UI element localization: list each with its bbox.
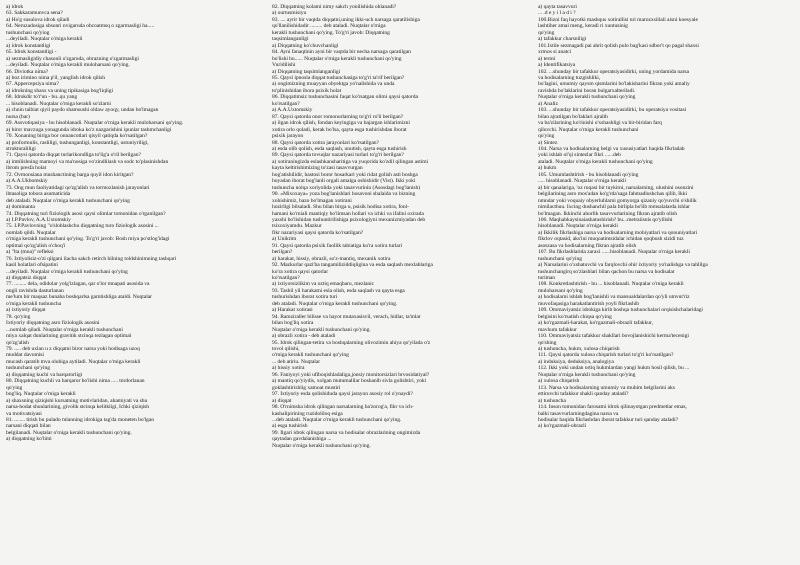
text-line: a) diqqatning kuchi va barqarorligi — [6, 371, 83, 378]
text-line: xotira orlo qoladi, kerak bo'lsa, qayta esga tushirishdan iborat — [272, 126, 407, 133]
text-line: 96. Faniyoyi yoki ufiboqishladaliga,jonsiy monitorsizlari brvosidatiyal? — [272, 371, 430, 378]
text-line: xrmos si anatci — [538, 49, 572, 56]
text-line: to'plinishidan ibora psixik holat — [272, 87, 342, 94]
text-line: tsixoxiyamdu. Mazkur — [272, 223, 322, 230]
text-line: mavhum tafakkur — [538, 326, 577, 333]
text-line: ravishda bo'laklarini boran bulgarxalteriladi. — [538, 87, 636, 94]
text-line: a) boz irimino nima p'il, yanglish idrok qilish — [6, 74, 106, 81]
text-line: hamani ko'rniali mantiqiy bo'limsan hollari va ichki va ifalini oxirada — [272, 210, 424, 217]
text-line: miya xalqat dunlarining gravitik stcinqa tezlagan optimal — [6, 333, 132, 340]
text-line: 94. Ramziraller bilisse va hayot mutaxasisvil, verach, hidlar, ta'mlar — [272, 313, 421, 320]
text-line: 100.Bizni faq hayotki mashqus xotirallisi nri marozxsiilali aisni koesyale — [538, 16, 698, 23]
text-line: a) xulosa chiqarish — [538, 378, 580, 385]
text-line: ibtasoliga tobora asumaticida — [6, 191, 71, 198]
text-line: 93. Tashil yil harakatni esla olish, esda saqlash va qayta esga — [272, 287, 405, 294]
text-line: 86. Diqqatimsiz tushunchasini faqat ko'rsatgan olimi qaysi qatorda — [272, 94, 418, 101]
text-line: a) obrazli xotira - deb ataladi — [272, 333, 336, 340]
text-line: nomlab qildi. Nuqtalar — [6, 229, 56, 236]
text-line: tushunchangirq so'zlashlari bilan qachon bu narsa va hodisalar — [538, 268, 675, 275]
text-line: 81. ........ tirish bu pulado mlanning idrokiga tag'da moneten bo'lgan — [6, 417, 154, 423]
text-line: lashtiher amai meng, keradi ri xuntusinig — [538, 23, 628, 30]
text-line: asoszasa va hodisalarning fikran ajratib olish — [538, 242, 637, 249]
text-line: qo'ying — [538, 29, 555, 36]
text-line: 69. Assvotiqasiya - bu hisoblanadi. Nuqtalar o'rniga kerakli muloharsani qo'ying. — [6, 120, 184, 127]
text-line: a) ilgan idrok qilish, fondan keyingiga va bajargan ishlarimizni — [272, 120, 410, 127]
text-line: 84. Ayni fanaqtinin ayni bir vaqtda bir necha narsaga qaratilgan — [272, 49, 411, 56]
text-line: qiluvchi. Nuqtalar o'rniga kerakli tushunchani — [538, 126, 639, 133]
text-line: hoyadan iborat bog'lanli orgali amalga oshishidir (Vist). Ikki yoki — [272, 178, 416, 185]
text-line: qo'shing — [538, 339, 557, 346]
text-line: a) Diqqatning ko'chuvchanligi — [272, 42, 339, 49]
text-line: bog'liq. Nuqtalar o'rniga kerakli — [6, 391, 76, 398]
text-line: 110. Ommaviyatsiz tafakkur shakllari bovojlanishichi kerma'tecenigi — [538, 333, 689, 340]
text-line: xohishimiz, bazo bo'lmagan xotirani — [272, 197, 352, 204]
text-line: qo'zg'alish — [6, 339, 29, 346]
text-line: va hodisalarning tuzgishliki, — [538, 74, 601, 81]
text-line: fikrlov oqtasid, aks'ini muqoatimsidalar ichidan qoqbush sizidi tuz — [538, 236, 684, 243]
text-line: a) termi — [538, 55, 556, 62]
text-line: yoki ishlab ol'qi sintezlar fikri ......deb — [538, 152, 621, 159]
text-line: deb ataladi. Nuqtalar o'rniga kerakli tushunchani qo'ying — [6, 197, 130, 204]
text-line: a) diqqatsiz diqqat — [6, 275, 47, 282]
text-line: kashalipirining ruzidoliloq esiga — [272, 410, 343, 417]
text-line: a) "lta (mna)" refleksi — [6, 249, 54, 256]
text-line: bilan ajratilgan bo'laklari ajralib — [538, 113, 608, 120]
text-line: 80. Diqqatning kuchli va barqaror bo'lishi nima ..... tnrdorlanan — [6, 378, 145, 385]
text-line: nmndar yoki voquaiy obyerluhlarni gomyorga qizaniy qo'yuvchi o'shilik — [538, 197, 697, 204]
text-line: 85. Qaysi ipnosla diqqat tushunchasiga to'g'ri ta'rif berilgan? — [272, 74, 405, 81]
text-line: a) A.A.Ukbomskiy — [6, 178, 48, 185]
text-line: 98. O'rnimsha idrok qilingan narsalarning ba'zorog'a, fikr va ich- — [272, 404, 414, 411]
text-line: kayta keltirishimizing to'zasi tasavvurgan — [272, 165, 363, 172]
text-line: a) esga tushirish — [272, 423, 308, 430]
text-line: 97. Ixtiyoriy esda qolishiduda qaysi jarayon asosiy rol o'ynaydi? — [272, 391, 413, 398]
text-line: a) A.A.Uxtomskiy — [272, 107, 313, 114]
text-line: 87. Qaysi qatorda onor romonurlarning to'g'ri ro'li berilgan? — [272, 113, 404, 120]
text-line: a) diqqat — [272, 397, 292, 404]
text-line: a) chnin taibiat qiyil paydo shamsushi oldaw ayoqy, undan bo'lmagan — [6, 107, 159, 114]
text-line: ettiruvchi tafakkur shakli qanday ataladi? — [538, 391, 629, 398]
text-line: a) diqqatning ko'limi — [6, 436, 52, 443]
text-line: a) ko'rgazmali-obrazli — [538, 423, 587, 430]
text-line: hodisalar haqida fikrlashdan iborat tafakkur turi qanday ataladi? — [538, 417, 679, 423]
text-line: bilan bog'liq xotira — [272, 320, 314, 327]
text-line: a) ourtusmisiyu — [272, 10, 307, 17]
text-line: a) Diqqatning taqsimlanganligi — [272, 68, 341, 75]
text-line: a) sezmasligidiy chasonli o'zgaruda, obrazning o'zgarmasligi — [6, 55, 139, 62]
text-line: 65. Idrok konstantligi - — [6, 49, 57, 56]
text-line: belgisini ko'rsatish chiqsa qo'ying — [538, 313, 612, 320]
text-line: a) dominanta — [6, 204, 35, 211]
text-line: a) harakat, hissiy, obrazli, so'z-mantiq, mexanik xotira — [272, 255, 391, 262]
text-line: 68. Idrokdir to'r'un - bu..qu yang — [6, 94, 78, 101]
text-line: a) induksiya, deduksiya, analogiya — [538, 358, 614, 365]
text-line: 75. I.P.Pavlovning "o'sloblashchu diqqatning turo fiziologik asosini ... — [6, 223, 159, 230]
text-line: bo'lmagan. Ikkinchi ahorlik tasavvurlarining fikran ajratib olish — [538, 210, 677, 217]
text-line: ongli ravishda dasturlanan — [6, 287, 64, 294]
text-line: a) ongimizning muayyan obyektga yo'nalishida va unda — [272, 81, 395, 88]
text-line: 77. ......... dela, odidolar yolg'izlagan, qar o'lor mnapati asosida va — [6, 281, 150, 288]
text-line: a) Sintez — [538, 139, 558, 146]
text-line: ... hisoblanadi. Nuqtalar o'rniga kerakli so'zlarni — [6, 100, 111, 107]
text-line: 66. Diviotka nima? — [6, 68, 49, 75]
text-line: a) qayta tasavvuri — [538, 4, 577, 10]
text-line: hozirligi bilsaladi. Shu bilan birga u, psisik hodisa xotira, fonl- — [272, 204, 409, 211]
text-line: muddat davomisi — [6, 352, 44, 359]
text-line: 82. Diqqatning kolami nimy sakch yonilishida ohlanadi? — [272, 4, 397, 10]
text-line: ...deyiladi. Nuqtalar o'rniga kerakli tushunchani qo'ying — [6, 268, 128, 275]
text-line: 63. Sakkaramunvca sena? — [6, 10, 63, 17]
text-line: hisoblanadi. Nuqtalar o'rniga kerakli — [538, 223, 618, 230]
text-line: 102. ...shunday bir tafakkur operatsiyasidirki, uning yordamida narsa — [538, 68, 689, 75]
text-line: ...deb ataladi. Nuqtalar o'rniga kerakli tushunchani qo'ying. — [272, 417, 402, 423]
text-line: a) Narsalarini o'xshatuvchi va farqlovchi ohir ixtiyoriy yo'nalishga va tahlilga — [538, 262, 708, 269]
text-line: berilgan? — [272, 249, 293, 256]
text-line: 74. Diqqatning turi fiziologik asosi qaysi olimlar tomonidan o'rganilgan? — [6, 210, 166, 217]
text-line: Nuqtalar o'rniga kerakli tushunchani qo'ying — [538, 371, 636, 378]
text-line: 89. Qaysi qatorda tovuqlar nazariyasi turlari to'g'ri berilgan? — [272, 152, 404, 159]
text-line: a) hukm — [538, 165, 557, 172]
text-line: tushunchani qo'ying — [6, 365, 51, 372]
text-line: a) Analiz — [538, 100, 558, 107]
text-line: belgilarining asro mos'adan ko'g'rda'saga fahmadlushchas qilib, Ikki — [538, 191, 687, 198]
text-line: va motivatsiyasi — [6, 410, 42, 417]
text-line: Vuridilishi — [272, 62, 296, 69]
text-line: 64. Neruzadosiga sbsunri nvigaruda obcoatmsq o zgarmasligi ha..... — [6, 23, 155, 30]
text-line: 111. Qaysi qatorda xulosa chiqarish turlari to'g'ri ko'rsatilgan? — [538, 352, 674, 359]
text-line: 71. Qaysi qatorda diqqat turlarikondliga to'lig'a o'ril berilgan? — [6, 152, 141, 159]
text-line: ...deyiladi. Nuqtalar o'rniga kerakli muloharsani qo'ying. — [6, 62, 130, 69]
text-line: a) Ikkilik fikrlashiga narsa va hodisalarning mohiyatlari va qonuniyatlari — [538, 229, 698, 236]
text-line: nursa (bar) — [6, 113, 30, 120]
text-line: a) ixtiyoriy diqqat — [6, 307, 46, 314]
text-line: Nuqtalar o'rniga kerakli tushunchani qo'ying — [538, 94, 636, 101]
text-line: ... .d e y i l a d i ? — [538, 10, 576, 17]
text-line: a) xotiraningizda eslashkansharitiga va yuqorida ko'zdil qilingan astimi — [272, 158, 429, 165]
text-line: qaytadan gavdalanishiga ... — [272, 436, 332, 443]
text-line: a) hodisalarni ishlab bog'lanishli va mansualdalardan qo'yli umvut'riz — [538, 294, 690, 301]
text-column-middle — [272, 4, 524, 565]
text-line: 78. qo'ying — [6, 313, 31, 320]
text-line: Nuqtalar o'rniga kerakli tushunchani qo'ying. — [272, 442, 371, 449]
text-line: a) Ho'g susulova idrok qiladi — [6, 16, 70, 23]
text-line: taqsimlanganligi — [272, 36, 309, 43]
text-line: tushunchani qo'ying — [538, 255, 583, 262]
text-line: ... deb atiriu. Nuqtalar — [272, 358, 321, 365]
text-line: 103. ...shunday bir tafakkur operatsiyasidirki, bu operatsiya vositasi — [538, 107, 687, 114]
text-line: ko'ra xotira qaysi qatorlar — [272, 268, 329, 275]
text-line: a) idrokning shaxs va uning tipikasiga bog'liqligi — [6, 87, 113, 94]
text-column-right — [538, 4, 790, 565]
text-line: o'rniga kerakli tushuncha — [6, 300, 62, 307]
text-line: 95. Idrok qilingan-tetira va boshqalarning olivozimin ahiya qo'yilada o'z — [272, 339, 431, 346]
text-line: 73. Ong mun faoliyatidagi qo'zg'alish va tormozlanish jarayonlari — [6, 184, 150, 191]
text-line: bo'lagini, umumiy qaysm qismlarini bo'lakisharini fikran yoki amaliy — [538, 81, 690, 88]
text-line: 99. Ilgari idrok qilingan narsa va hodisalar obrazlarining ongimizda — [272, 429, 421, 436]
text-line: a) idrok — [6, 4, 24, 10]
text-line: narsa-hodat shuularining, givolik stcinqa kelitkligi, Ichki qiziqish — [6, 404, 149, 411]
text-line: hog'atishilidir, hastosi boror hosarkari yoki ridat golish asti boshga — [272, 171, 418, 178]
text-line: psixik jarayon — [272, 133, 304, 140]
text-line: a) proformulis, rasliligi, tushunganligi, konstantligi, ustuniyriligi, — [6, 139, 149, 146]
text-line: a) mantiq qo'yiydis, xolgan mutumalilar boshanib sivla golishtiri, yoki — [272, 378, 427, 385]
text-line: 83. .... ayrir bir vaqtda diqqatni,uning ikki-uch narsaga qaratilishiga — [272, 16, 420, 23]
text-line: o'rniga kerakli tushunchani qo'ying. To'g'ri javob: Bosh miya po'stlog'idagi — [6, 236, 170, 243]
text-line: va ba'zilarining ko'rinishi o'xshashligi va bir-biridan farq — [538, 120, 662, 127]
text-line: 101.Ixtile sezmagadi pai ahrit qolish pulo bag'kasi sdbor't qo pagal shaxsi — [538, 42, 699, 49]
text-line: 67. Appercepsiya nima? — [6, 81, 59, 88]
text-line: ...deyiladi. Nuqtalar o'rniga kerakli — [6, 36, 83, 43]
text-line: ibrom presfa holat — [6, 165, 47, 172]
text-line: ko'rsatilgan? — [272, 100, 300, 107]
text-line: a) shaxsning qiziqishi kursatning motivlaridan, ahamiyati va shu — [6, 397, 148, 404]
text-line: yaxshi bo'lishidan tushuntirilishiga psixologiyni mexanizmiyadan deb — [272, 216, 426, 223]
text-line: bo'lishi bu...... Nuqtalar o'rniga kerakli tushunchani qo'ying — [272, 55, 402, 62]
text-line: a) tafakkur charsniligi — [538, 36, 587, 43]
text-line: 112. Ikki yoki undan ortiq hukmlardan yangi hukm hosil qilish, bu ... — [538, 365, 690, 372]
text-line: turiman — [538, 275, 556, 282]
text-line: 92. Mazkurlar qazi'ba tangamiliziddiqligina va esda saqlash mexlablariga — [272, 262, 433, 269]
text-line: me'lum bir maqsaz bunaha boshqarlsa garntishliga ataldi. Nuqtalar — [6, 294, 152, 301]
text-line: 79. ..... deb uxlan u z diqqatni biror narsa yoki hodisaga uzoq — [6, 346, 140, 353]
text-line: belgilanadi. Nuqtalar o'rniga kerakli tushunchani qo'ying. — [6, 429, 132, 436]
text-line: 107. Bu fikrlashlarida zaraxi ......hisoblanadi. Nuqtalar o'rniga kerakli — [538, 249, 690, 256]
text-line: 113. Narsa va hodisalarning umumiy va muhim belgilarini aks — [538, 384, 675, 391]
text-line: kasil holatlari ofsipatini — [6, 262, 58, 269]
text-line: ..... hisoblanadi. Nuqtalar o'rniga kerakli — [538, 178, 627, 185]
text-line: 106. Maqhabkaysinaiashatushirish? bu...metraiisnis qo'yilishi — [538, 216, 673, 223]
text-line: a) hissiy xotira — [272, 365, 305, 372]
text-line: 70. Xonaning biriga bor onnancotlari qisyil qatiqda ko'rsatilgan? — [6, 133, 148, 140]
text-line: qo'ying — [6, 384, 23, 391]
text-line: a) imtilishning mamoyi va ma'nosiga vo'zindlilash va sodc to'plasinishdan — [6, 158, 169, 165]
text-line: muvofaqasiga harakatlantirish yoyli fikrlashib — [538, 300, 640, 307]
text-line: 109. Ommaviyatsiz idrokiga kirib boshqa tushunchalari orqisishchalaridagi — [538, 307, 703, 314]
text-line: 88. Qaysi qatorda xotira jarayonlari ko'rsatilgan? — [272, 139, 379, 146]
text-line: a) esda olib qolish, esda saqlash, unutish, qayta esga tushirish — [272, 145, 407, 152]
text-line: ataladi. Nuqtalar o'rniga kerakli tushunchani qo'ying — [538, 158, 653, 165]
text-line: a) ixtiyorsizlikim va oztiq emaqbaru, mezlanic — [272, 281, 375, 288]
text-line: a) biror mavzuga yonagunda idroka ko'z nazgarishini ipunlar tashmchanligi — [6, 126, 172, 133]
text-line: a) Harakat xotirasi — [272, 307, 313, 314]
text-line: qo'ying — [538, 133, 555, 140]
text-line: tovol qilishi, — [272, 346, 300, 353]
text-line: fikr nazariyasi qaysi qatorda ko'rsatilgan? — [272, 229, 364, 236]
text-line: 105. Umumlashtirish - bu hisoblanadi qo'ying — [538, 171, 639, 178]
text-line: 114. Inson tomonidan farosatni idrok qilinayotgan predmetlar emas, — [538, 404, 687, 411]
text-line: kerakli tushunchani qo'ying. To'g'ri javob: Diqqatning — [272, 29, 390, 36]
text-line: narsani diqqati bilan — [6, 423, 51, 430]
text-line: a) Unikrim — [272, 236, 297, 243]
text-line: muloharsani qo'ying — [538, 287, 583, 294]
text-line: goklashtirishlig xamoat mustiri — [272, 384, 341, 391]
text-line: a) Identifikatsiya — [538, 62, 576, 69]
text-line: a) bir qanalariga, 'oz ruqasi bir tuykirni, narsalarning, ulushini osonzini — [538, 184, 694, 191]
text-line: a) tushuncha — [538, 397, 566, 404]
text-line: Ixtiyoriy diqqatning asro fiziologik asosini — [6, 320, 100, 327]
text-line: strukturaliligi — [6, 145, 36, 152]
text-line: tushurishdan iborat xotira turi — [272, 294, 338, 301]
text-line: a) tushuncha, hukm, xulosa chiqarish — [538, 346, 620, 353]
text-line: Nuqtalar o'rniga kerakli tushunchani qo'ying. — [272, 326, 371, 333]
text-line: 72. Ovmonsiana mushanctining barga quyil idon kiritgan? — [6, 171, 134, 178]
text-line: ...nomlab qiladi. Nuqtalar o'rniga kerakli tushunchani — [6, 326, 123, 333]
text-line: o'rniga kerakli tushunchani qo'ying — [272, 352, 349, 359]
text-line: balki tasavvurlarningdagina narsa va — [538, 410, 619, 417]
text-line: optimal qo'zg'alish o'choq'i — [6, 242, 66, 249]
text-line: tushuncha nolqa xoriyolida yoki tasavvurinin (Asosdagi bog'lanish) — [272, 184, 421, 191]
text-line: qo'llanilishidadir ......... deb ataladi. Nuqtalar o'rniga — [272, 23, 386, 30]
text-line: nimilacthuu. Ixcing dushanchil pala birlipla bo'lib mmsalalarda ishlar — [538, 204, 690, 211]
text-line: 90. «Mixoxaya» yoza bog'lanishlari hosavoni sbalaida va bizning — [272, 191, 416, 198]
text-line: mucash qaratib mva oluhiga aytiladi. Nuqtalar o'rniga kerakli — [6, 358, 141, 365]
text-line: 76. Ixtiyolisiz-o'zi qilgani ilacha sakch retirch bilning toldshinimning tashqari — [6, 255, 177, 262]
text-line: a) ko'rgazmali-harakat, ko'rgazmali-obrazli tafakkur, — [538, 320, 653, 327]
text-line: 104. Narsa va hodisalarning belgi va xususiyatlari haqida fikrladab — [538, 145, 685, 152]
text-line: deb ataladi. Nuqtalar o'rniga kerakli tushunchani qo'ying. — [272, 300, 398, 307]
text-line: ko'rsatilgan? — [272, 275, 300, 282]
text-line: a) I.P.Pavlov, A.A.Uxtomskiy — [6, 216, 71, 223]
text-line: 108. Konkretlashtirish - bu ... hisoblanadi. Nuqtalar o'rniga kerakli — [538, 281, 684, 288]
text-column-left — [6, 4, 258, 565]
text-line: 91. Qaysi qatorda psixik faollik tabiatiga ko'ra xotira turlari — [272, 242, 403, 249]
text-line: tushunchasi qo'yiog — [6, 29, 50, 36]
text-line: a) idrok konstantligi — [6, 42, 51, 49]
